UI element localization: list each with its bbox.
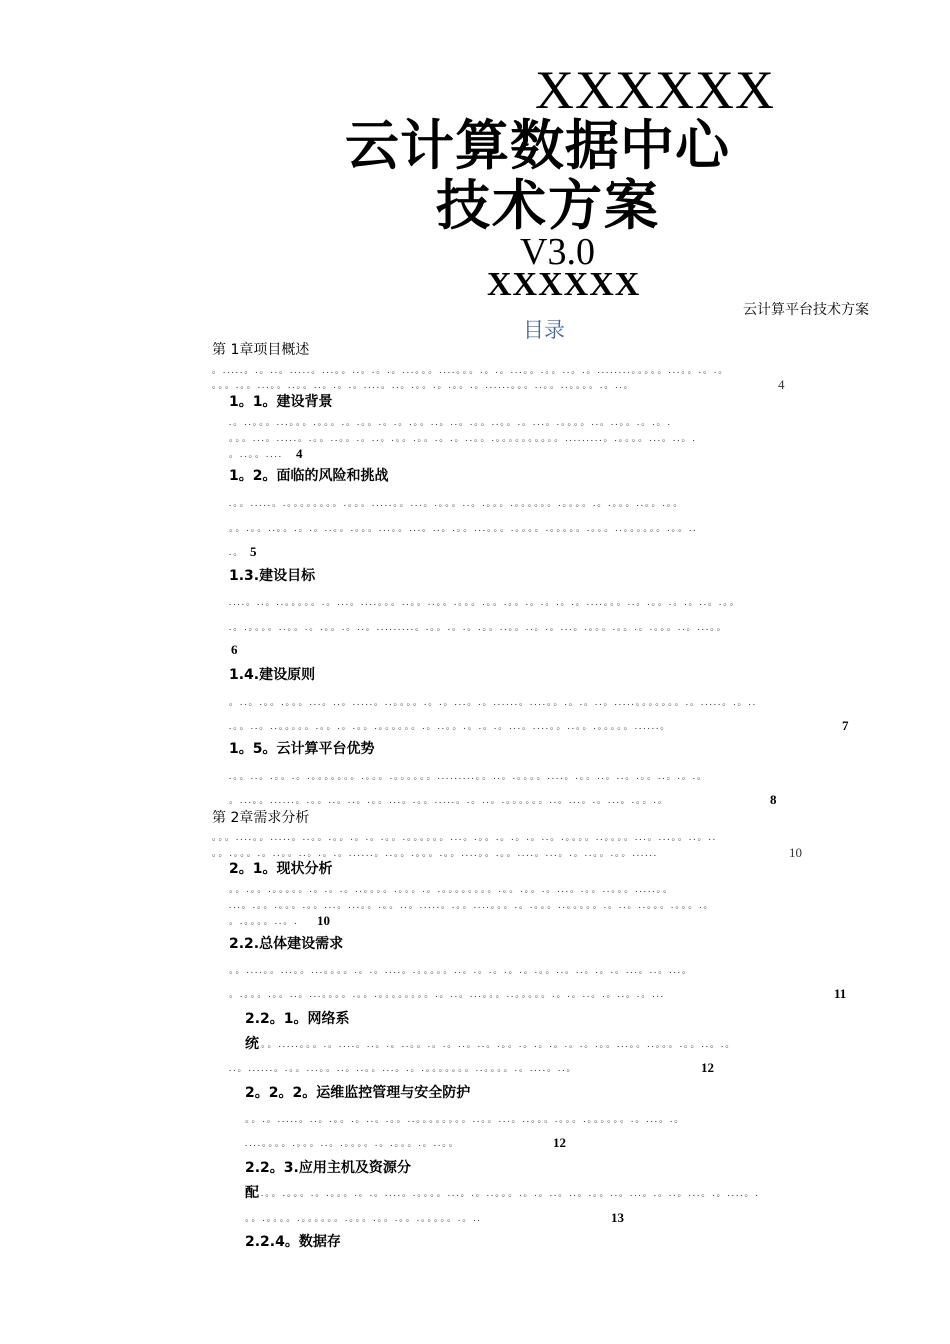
toc-leader: 。。。...。.....。.。。..。。.。..。.。。.。。.。.。..。。.。。。。。。。。。。.........。.。。。。...。..。.	[229, 433, 697, 443]
toc-leader: 。..。.。。.。。。...。..。.....。..。。。。.。.。...。.。......。....。。.。.。..。.....。。。。。。。.。.....。.。..	[229, 697, 758, 707]
toc-item-1-2[interactable]: 1。2。面临的风险和挑战	[229, 468, 389, 484]
toc-leader: .。..。。。...。。。.。。。.。.。。.。.。.。。..。..。.。。..。。.。...。.。。。。..。..。。.。.。.	[229, 417, 672, 427]
toc-item-2-2-1-continuation: 统	[245, 1036, 259, 1052]
toc-item-2-2-4[interactable]: 2.2.4。数据存	[245, 1234, 341, 1250]
toc-leader: 。.。。。。..。.	[229, 916, 299, 926]
toc-page-number: 5	[250, 544, 257, 559]
toc-item-1-3[interactable]: 1.3.建设目标	[229, 568, 316, 584]
toc-page-number: 12	[553, 1135, 566, 1150]
toc-leader: .。.。。。。..。。.。.。。.。..。.........。.。。.。.。.。。..。。..。.。...。.。。。.。。.。.。。。..。...。。	[229, 622, 728, 632]
toc-item-2-2-2[interactable]: 2。2。2。运维监控管理与安全防护	[245, 1085, 471, 1101]
toc-page-number: 11	[834, 986, 847, 1001]
toc-item-2-2-3-continuation: 配	[245, 1185, 259, 1201]
cover-company: XXXXXX	[535, 60, 775, 120]
toc-leader: 。。。....。。.....。..。。.。。.。.。.。。.。。。。。。...。.。。.。.。.。..。.。。。。..。。。。...。...。。..。..	[212, 832, 718, 842]
toc-leader: .。。.。。。.。.。。。.。.。....。.。。。。...。.。..。。。.。.。..。..。.。。..。...。.。..。...。.。....。.	[261, 1188, 760, 1198]
toc-leader: 。。....。。...。。...。。。。.。.。....。.。。。。。..。.。.。.。.。.。。..。..。.。.。...。..。...。	[229, 965, 694, 975]
toc-leader: 。.....。.。..。.....。...。。..。.。.。...。。。....。。。.。.。...。。.。。..。.。........。。。。。...。。.。.。	[212, 365, 730, 375]
toc-leader: 。。.。。。。.。。。。。。.。。。.。。.。。.。。。。。.。..	[245, 1213, 482, 1223]
toc-leader: .。。.....。.。。。。。。。。.。。。.....。。...。.。。。..。.。。。.。。。。。。.。。。。.。.。。。..。。.。。	[229, 498, 685, 508]
toc-page-number: 4	[296, 446, 303, 461]
toc-item-2-1[interactable]: 2。1。现状分析	[229, 861, 333, 877]
toc-page-number: 6	[231, 642, 238, 657]
toc-page-number: 4	[778, 377, 785, 392]
toc-leader: 。。。.。。...。。..。。..。.。.。....。..。.。。.。.。。.。......。。。..。。..。。。。.。..。	[212, 380, 635, 390]
toc-title: 目录	[523, 318, 565, 342]
toc-page-number: 13	[611, 1210, 624, 1225]
toc-leader: .。	[229, 547, 245, 557]
toc-page-number: 10	[789, 845, 802, 860]
toc-leader: 。。.。。.。。。。。.。.。.。..。。。。.。。。.。.。。。。。。。。.。。.。。.。...。.。。..。。。.....。。	[229, 884, 675, 894]
toc-leader: 。.。。。.。。..。...。。。。.。。.。。。。。。。。.。..。...。。。..。。。。。.。.。..。.。..。.。...	[229, 989, 666, 999]
toc-leader: ..。......。.。。...。。..。..。。...。.。.。。。。。。。..。。。。.。....。..。	[229, 1063, 578, 1073]
toc-page-number: 8	[770, 792, 777, 807]
toc-item-1-5[interactable]: 1。5。云计算平台优势	[229, 741, 375, 757]
toc-leader: .。。..。.。。.。.。。。。。。。.。。。.。。。。。。.........。。..。.。。。。....。.。。..。..。.。。..。.。.。	[229, 771, 709, 781]
toc-leader: ....。..。..。。。。。.。...。....。。。..。。..。。.。。。.。。.。。.。.。.。.。....。。。..。.。。.。.。..。.。。	[229, 597, 741, 607]
toc-leader: ...。.。。.。。。.。。...。...。。.。。..。.....。.。。....。。。.。.。。。..。。。。。.。..。..。。。.。。。.。	[229, 900, 715, 910]
running-header: 云计算平台技术方案	[743, 302, 869, 318]
cover-company-short: XXXXXX	[487, 266, 641, 303]
toc-leader: .。。..。..。。。。。.。。.。.。。.。。。。。。.。..。。.。.。.。...。....。。..。。.。。。。。......。	[229, 721, 672, 731]
toc-item-2-2[interactable]: 2.2.总体建设需求	[229, 936, 344, 952]
cover-version: V3.0	[520, 231, 595, 273]
toc-item-1-1[interactable]: 1。1。建设背景	[229, 394, 333, 410]
toc-leader: 。..。。....	[229, 449, 284, 459]
toc-page-number: 10	[317, 913, 330, 928]
toc-item-2-2-3[interactable]: 2.2。3.应用主机及资源分	[245, 1160, 411, 1176]
toc-leader: 。...。。......。.。。..。..。.。。...。.。。.....。.。..。.。。。。。。..。...。.。...。.。。.。	[229, 795, 669, 805]
toc-leader: 。。.。.....。..。.。。.。..。.。。..。。。。。。。。..。。...。..。。。.。。。.。。。。。。.。...。.。	[245, 1114, 686, 1124]
toc-chapter-1[interactable]: 第 1章项目概述	[212, 342, 310, 358]
cover-title-line1: 云计算数据中心	[345, 116, 730, 176]
toc-item-2-2-1[interactable]: 2.2。1。网络系	[245, 1011, 350, 1027]
toc-leader: 。。.....。。。.。....。..。.。..。。.。.。..。..。.。。.。.。.。.。.。.。。...。。..。。。.。。..。.。	[261, 1039, 737, 1049]
toc-page-number: 7	[842, 718, 849, 733]
cover-title-line2: 技术方案	[436, 176, 660, 236]
toc-leader: 。。.。。。.。..。。..。.。.。......。..。。.。。。.。。....。。.。。....。...。.。..。。.。。......	[212, 848, 659, 858]
toc-page-number: 12	[701, 1060, 714, 1075]
toc-leader: 。。.。。..。。.。.。..。。.。。。...。。...。..。.。。...。。。.。。。。.。。。。。.。。。..。。。。。。.。。..	[229, 523, 698, 533]
toc-item-1-4[interactable]: 1.4.建设原则	[229, 667, 316, 683]
toc-chapter-2[interactable]: 第 2章需求分析	[212, 810, 310, 826]
toc-leader: ....。。。。.。。。..。.。。。。.。.。。。.。..。。	[245, 1138, 460, 1148]
